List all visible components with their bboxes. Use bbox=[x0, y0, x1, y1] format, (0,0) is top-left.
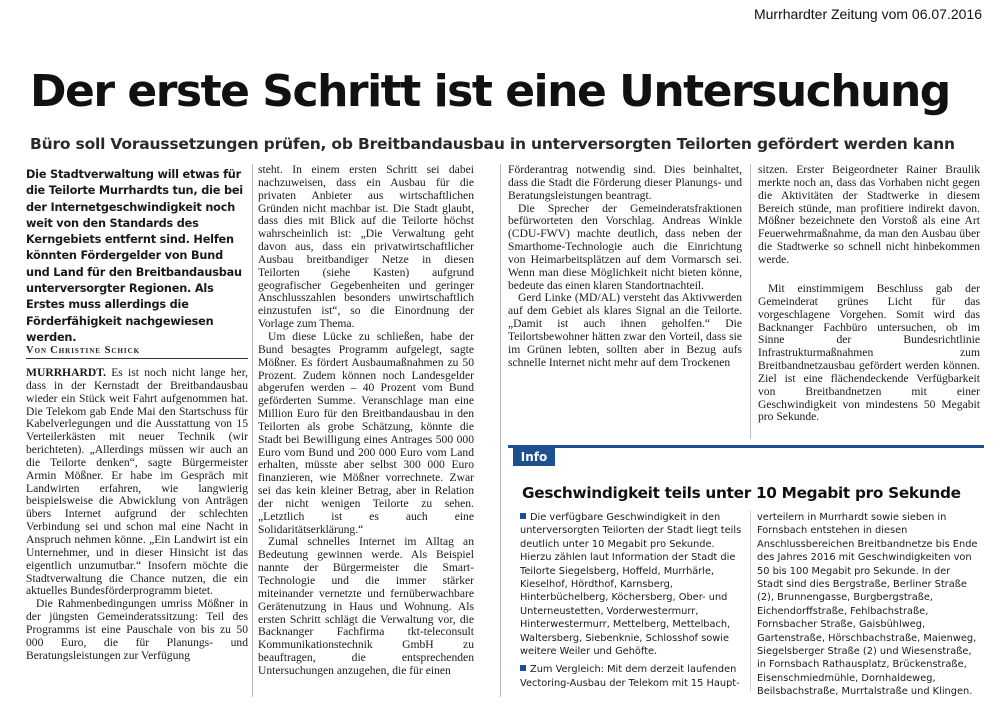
paragraph: Zumal schnelles Internet im Alltag an Bedeutung gewinnen werde. Als Beispiel nannte der Bürgermeister die Smart-Technologie und die immer stärker miteinander vernetzte und fernüberwachbare Gerätenutzung in Haus und Wohnung. Als ersten Schritt schlägt die Verwaltung vor, die Backnanger Fachfirma tkt-teleconsult Kommunikationstechnik GmbH zu beauftragen, die entsprechenden Untersuchungen anzugehen, die für einen bbox=[258, 535, 474, 677]
column-divider bbox=[252, 164, 253, 697]
info-title: Geschwindigkeit teils unter 10 Megabit pro Sekunde bbox=[522, 484, 961, 502]
paragraph: Die Sprecher der Gemeinderatsfraktionen befürworteten den Vorschlag. Andreas Winkle (CDU-FWV) machte deutlich, dass neben der Smarthome-Technologie auch die Einrichtung von Heimarbeitsplätzen auf dem Vormarsch sei. Wenn man diese Möglichkeit nicht bieten könne, bedeute das einen klaren Standortnachteil. bbox=[508, 201, 742, 292]
paragraph: Die Rahmenbedingungen umriss Mößner in der jüngsten Gemeinderatssitzung: Teil des Programms ist eine Pauschale von bis zu 50 000 Euro, die für Planungs- und Beratungsleistungen zur Verfügung bbox=[26, 597, 248, 662]
column-divider bbox=[500, 164, 501, 697]
paragraph: steht. In einem ersten Schritt sei dabei nachzuweisen, dass ein Ausbau für die privaten Anbieter aus wirtschaftlichen Gründen nicht machbar ist. Die Stadt glaubt, dass dies mit Blick auf die Teilorte höchst wahrscheinlich ist: „Die Verwaltung geht davon aus, dass ein privatwirtschaftlicher Ausbau breitbandiger Netze in diesen Teilorten (siehe Kasten) aufgrund geografischer Gegebenheiten und geringer Anschlusszahlen besonders unwirtschaftlich einzustufen ist“, so die Einordnung der Vorlage zum Thema. bbox=[258, 163, 474, 331]
paragraph: Es ist noch nicht lange her, dass in der Kernstadt der Breitbandausbau wieder ein Stück weit Fahrt aufgenommen hat. Die Telekom gab Ende Mai den Startschuss für Kabelverlegungen und die Ausstattung von 15 Verteilerkästen mit neuer Technik (wir berichteten). „Allerdings müssen wir auch an die Teilorte denken“, sagte Bürgermeister Armin Mößner. Er habe im Gespräch mit Landwirten erfahren, wie langwierig beispielsweise die Abwicklung von Anträgen übers Internet aufgrund der schlechten Verbindung sei und schon mal eine Nacht in Anspruch nehmen könne. „Ein Landwirt ist ein Unternehmer, und in dieser Hinsicht ist das eigentlich unzumutbar.“ Insofern möchte die Stadtverwaltung die Chance nutzen, die ein aktuelles Bundesförderprogramm bietet. bbox=[26, 366, 248, 598]
article-column-3 bbox=[508, 164, 742, 370]
bullet-square-icon bbox=[520, 665, 526, 671]
info-label: Info bbox=[513, 448, 555, 466]
paragraph: Mit einstimmigem Beschluss gab der Gemeinderat grünes Licht für das vorgeschlagene Vorgehen. Somit wird das Backnanger Fachbüro untersuchen, ob im Sinne der Bundesrichtlinie Infrastrukturmaßnahmen zum Breitbandnetzausbau gefördert werden können. Ziel ist eine flächendeckende Verfügbarkeit von Breitbandnetzen mit einer Geschwindigkeit von mindestens 50 Megabit pro Sekunde. bbox=[758, 282, 980, 424]
article-column-4 bbox=[758, 164, 980, 267]
byline bbox=[26, 345, 248, 359]
article-column-2 bbox=[258, 164, 474, 678]
info-column-1 bbox=[520, 511, 742, 690]
byline-prefix: Von bbox=[26, 345, 48, 356]
bullet-square-icon bbox=[520, 513, 526, 519]
byline-author: Christine Schick bbox=[50, 345, 141, 356]
paragraph: Förderantrag notwendig sind. Dies beinhaltet, dass die Stadt die Förderung dieser Planungs- und Beratungsleistungen beantragt. bbox=[508, 163, 742, 202]
article-column-4-continued bbox=[758, 283, 980, 424]
info-paragraph: verteilern in Murrhardt sowie sieben in Fornsbach entstehen in diesen Anschlussbereichen Breitbandnetze bis Ende des Jahres 2016 mit Geschwindigkeiten von 50 bis 100 Megabit pro Sekunde. In der Stadt sind dies Bergstraße, Berliner Straße (2), Brunnengasse, Burgbergstraße, Eichendorffstraße, Fehlbachstraße, Fornsbacher Straße, Gaisbühlweg, Gartenstraße, Hörschbachstraße, Maienweg, Siegelsberger Straße (2) und Wiesenstraße, in Fornsbach Rathausplatz, Brückenstraße, Eisenschmiedmühle, Dornhaldeweg, Beilsbachstraße, Murrtalstraße und Klingen. bbox=[757, 512, 978, 698]
dateline: MURRHARDT. bbox=[26, 366, 106, 379]
paragraph: Um diese Lücke zu schließen, habe der Bund besagtes Programm aufgelegt, sagte Mößner. Es fördert Ausbaumaßnahmen zu 50 Prozent. Zudem können noch Landesgelder abgerufen werden – 40 Prozent vom Bund geförderten Summe. Veranschlage man eine Million Euro für den Breitbandausbau in den Teilorten als grobe Schätzung, könnte die Stadt bei Bewilligung eines Antrages 500 000 Euro vom Bund und 200 000 Euro vom Land erhalten, müsste aber selbst 300 000 Euro finanzieren, wie Mößner vorrechnete. Zwar sei das kein kleiner Betrag, aber in Relation der nicht wenigen Teilorte zu sehen. „Letztlich ist es auch eine Solidaritätserklärung.“ bbox=[258, 329, 474, 536]
teaser-text: Die Stadtverwaltung will etwas für die Teilorte Murrhardts tun, die bei der Internetgeschwindigkeit noch weit von den Standards des Kerngebiets entfernt sind. Helfen könnten Fördergelder von Bund und Land für den Breitbandausbau unterversorgter Regionen. Als Erstes muss allerdings die Förderfähigkeit nachgewiesen werden. bbox=[26, 168, 243, 344]
article-column-1 bbox=[26, 367, 248, 662]
source-line: Murrhardter Zeitung vom 06.07.2016 bbox=[753, 6, 982, 22]
headline: Der erste Schritt ist eine Untersuchung bbox=[30, 66, 950, 117]
info-column-divider bbox=[750, 511, 751, 691]
info-paragraph: Zum Vergleich: Mit dem derzeit laufenden Vectoring-Ausbau der Telekom mit 15 Haupt- bbox=[520, 664, 740, 689]
teaser bbox=[26, 167, 248, 346]
info-column-2 bbox=[757, 511, 979, 699]
subheadline: Büro soll Voraussetzungen prüfen, ob Breitbandausbau in unterversorgten Teilorten gefördert werden kann bbox=[30, 135, 955, 153]
paragraph: Gerd Linke (MD/AL) versteht das Aktivwerden auf dem Gebiet als klares Signal an die Teilorte. „Damit ist auch ihnen geholfen.“ Die Teilortsbewohner hätten zwar den Vorteil, dass sie im Grünen lebten, sollten aber in Bezug aufs schnelle Internet nicht mehr auf dem Trockenen bbox=[508, 291, 742, 369]
column-divider bbox=[750, 164, 751, 439]
info-paragraph: Die verfügbare Geschwindigkeit in den unterversorgten Teilorten der Stadt liegt teils deutlich unter 10 Megabit pro Sekunde. Hierzu zählen laut Information der Stadt die Teilorte Siegelsberg, Hoffeld, Murrhärle, Kieselhof, Hördthof, Karnsberg, Hinterbüchelberg, Köchersberg, Ober- und Unterneustetten, Vorderwestermurr, Hinterwestermurr, Mettelberg, Mettelbach, Waltersberg, Siebenknie, Schlosshof sowie weitere Weiler und Gehöfte. bbox=[520, 512, 742, 658]
paragraph: sitzen. Erster Beigeordneter Rainer Braulik merkte noch an, dass das Vorhaben nicht gegen die Aktivitäten der Stadtwerke in diesem Bereich stünde, man profitiere indirekt davon. Mößner bezeichnete den Vorstoß als eine Art Feuerwehrmaßnahme, da man den Ausbau über die Stadtwerke so schnell nicht hinbekommen werde. bbox=[758, 163, 980, 266]
